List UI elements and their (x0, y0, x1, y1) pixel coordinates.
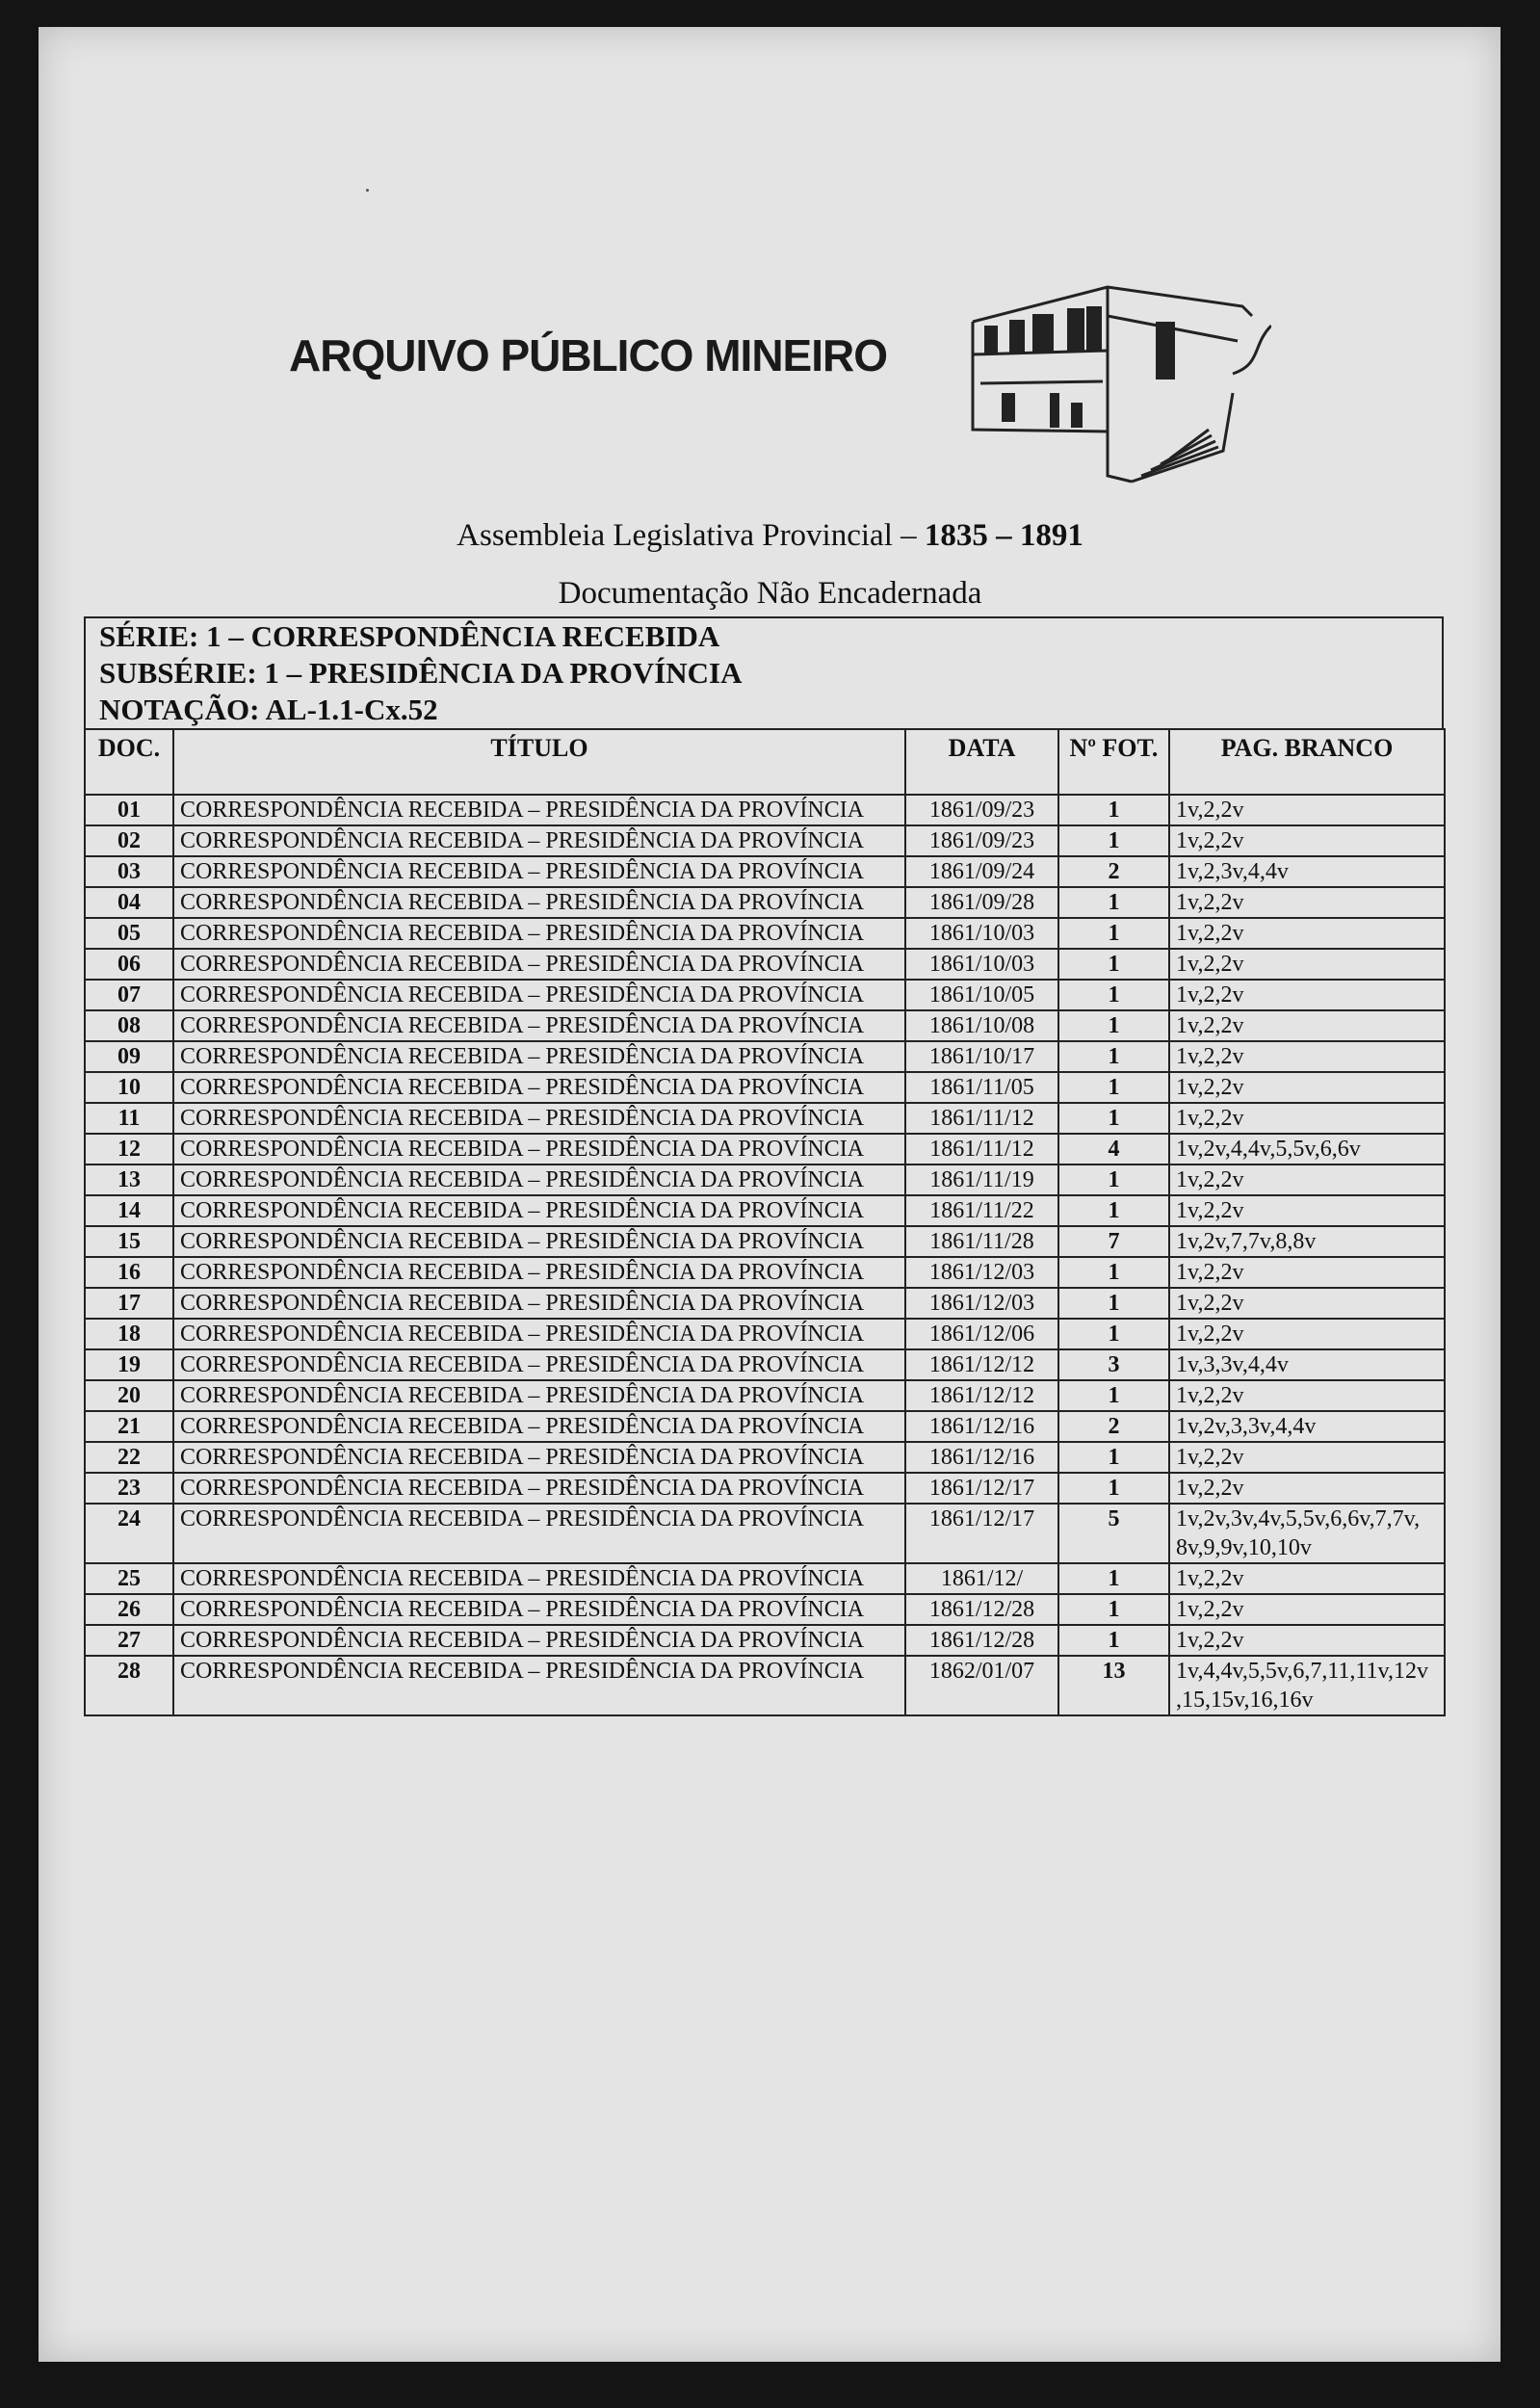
cell-fot: 1 (1058, 918, 1169, 949)
cell-fot: 1 (1058, 1010, 1169, 1041)
cell-doc: 24 (85, 1504, 173, 1563)
table-row (85, 1165, 1445, 1195)
cell-data: 1861/12/06 (905, 1319, 1058, 1349)
cell-fot: 1 (1058, 980, 1169, 1010)
cell-fot: 1 (1058, 1257, 1169, 1288)
cell-fot: 1 (1058, 1473, 1169, 1504)
cell-data: 1861/11/05 (905, 1072, 1058, 1103)
table-row (85, 795, 1445, 825)
cell-data: 1861/12/28 (905, 1594, 1058, 1625)
assembly-label: Assembleia Legislativa Provincial – (457, 518, 925, 553)
cell-fot: 7 (1058, 1226, 1169, 1257)
cell-fot: 1 (1058, 1288, 1169, 1319)
cell-fot: 1 (1058, 1103, 1169, 1134)
table-row (85, 918, 1445, 949)
header-data: DATA (905, 729, 1058, 795)
cell-fot: 1 (1058, 949, 1169, 980)
cell-data: 1861/12/03 (905, 1257, 1058, 1288)
speck (366, 189, 369, 192)
cell-pag: 1v,2v,4,4v,5,5v,6,6v (1169, 1134, 1445, 1165)
cell-data: 1861/09/28 (905, 887, 1058, 918)
document-table (84, 728, 1446, 1716)
cell-data: 1861/12/03 (905, 1288, 1058, 1319)
table-row (85, 1041, 1445, 1072)
cell-pag: 1v,2,2v (1169, 1072, 1445, 1103)
cell-titulo: CORRESPONDÊNCIA RECEBIDA – PRESIDÊNCIA DA PROVÍNCIA (173, 1103, 905, 1134)
cell-data: 1861/12/17 (905, 1473, 1058, 1504)
cell-pag: 1v,4,4v,5,5v,6,7,11,11v,12v ,15,15v,16,16v (1169, 1656, 1445, 1715)
cell-pag: 1v,2,2v (1169, 1041, 1445, 1072)
cell-doc: 13 (85, 1165, 173, 1195)
cell-titulo: CORRESPONDÊNCIA RECEBIDA – PRESIDÊNCIA DA PROVÍNCIA (173, 1625, 905, 1656)
series-info-box (84, 616, 1444, 728)
cell-data: 1861/12/17 (905, 1504, 1058, 1563)
table-row (85, 1442, 1445, 1473)
cell-pag: 1v,2,2v (1169, 1319, 1445, 1349)
cell-doc: 20 (85, 1380, 173, 1411)
cell-fot: 4 (1058, 1134, 1169, 1165)
cell-fot: 2 (1058, 1411, 1169, 1442)
serie-line: SÉRIE: 1 – CORRESPONDÊNCIA RECEBIDA (99, 619, 720, 653)
table-row (85, 1563, 1445, 1594)
cell-doc: 16 (85, 1257, 173, 1288)
document-subtitle: Documentação Não Encadernada (558, 576, 982, 611)
cell-pag: 1v,2,2v (1169, 1594, 1445, 1625)
cell-fot: 1 (1058, 887, 1169, 918)
cell-fot: 1 (1058, 1442, 1169, 1473)
cell-data: 1861/12/12 (905, 1349, 1058, 1380)
assembly-line (0, 518, 1540, 554)
cell-titulo: CORRESPONDÊNCIA RECEBIDA – PRESIDÊNCIA DA PROVÍNCIA (173, 918, 905, 949)
cell-pag: 1v,2,2v (1169, 1288, 1445, 1319)
cell-titulo: CORRESPONDÊNCIA RECEBIDA – PRESIDÊNCIA DA PROVÍNCIA (173, 1165, 905, 1195)
table-row (85, 1134, 1445, 1165)
cell-pag: 1v,2v,3,3v,4,4v (1169, 1411, 1445, 1442)
cell-doc: 10 (85, 1072, 173, 1103)
cell-titulo: CORRESPONDÊNCIA RECEBIDA – PRESIDÊNCIA DA PROVÍNCIA (173, 1473, 905, 1504)
cell-doc: 08 (85, 1010, 173, 1041)
cell-fot: 5 (1058, 1504, 1169, 1563)
cell-pag: 1v,2,2v (1169, 1380, 1445, 1411)
cell-data: 1861/12/16 (905, 1442, 1058, 1473)
cell-data: 1861/12/28 (905, 1625, 1058, 1656)
cell-doc: 19 (85, 1349, 173, 1380)
cell-data: 1861/10/03 (905, 949, 1058, 980)
header-titulo: TÍTULO (173, 729, 905, 795)
cell-doc: 04 (85, 887, 173, 918)
table-row (85, 1010, 1445, 1041)
cell-pag: 1v,2,2v (1169, 1442, 1445, 1473)
cell-data: 1861/10/17 (905, 1041, 1058, 1072)
cell-titulo: CORRESPONDÊNCIA RECEBIDA – PRESIDÊNCIA DA PROVÍNCIA (173, 825, 905, 856)
cell-pag: 1v,2,3v,4,4v (1169, 856, 1445, 887)
cell-pag: 1v,2,2v (1169, 918, 1445, 949)
cell-titulo: CORRESPONDÊNCIA RECEBIDA – PRESIDÊNCIA DA PROVÍNCIA (173, 856, 905, 887)
cell-fot: 2 (1058, 856, 1169, 887)
cell-doc: 06 (85, 949, 173, 980)
cell-doc: 01 (85, 795, 173, 825)
table-row (85, 1473, 1445, 1504)
cell-titulo: CORRESPONDÊNCIA RECEBIDA – PRESIDÊNCIA DA PROVÍNCIA (173, 1072, 905, 1103)
cell-data: 1861/11/12 (905, 1103, 1058, 1134)
cell-pag: 1v,2,2v (1169, 1625, 1445, 1656)
cell-data: 1861/11/28 (905, 1226, 1058, 1257)
table-row (85, 949, 1445, 980)
cell-pag: 1v,2,2v (1169, 1563, 1445, 1594)
cell-titulo: CORRESPONDÊNCIA RECEBIDA – PRESIDÊNCIA DA PROVÍNCIA (173, 1380, 905, 1411)
cell-doc: 03 (85, 856, 173, 887)
cell-titulo: CORRESPONDÊNCIA RECEBIDA – PRESIDÊNCIA DA PROVÍNCIA (173, 1134, 905, 1165)
cell-doc: 12 (85, 1134, 173, 1165)
cell-doc: 11 (85, 1103, 173, 1134)
table-row (85, 1257, 1445, 1288)
cell-data: 1861/11/19 (905, 1165, 1058, 1195)
cell-doc: 23 (85, 1473, 173, 1504)
cell-pag: 1v,2,2v (1169, 825, 1445, 856)
table-row (85, 1349, 1445, 1380)
table-row (85, 887, 1445, 918)
header-pag: PAG. BRANCO (1169, 729, 1445, 795)
notacao-line: NOTAÇÃO: AL-1.1-Cx.52 (99, 693, 438, 726)
cell-fot: 1 (1058, 1594, 1169, 1625)
cell-data: 1861/10/08 (905, 1010, 1058, 1041)
cell-fot: 1 (1058, 1072, 1169, 1103)
table-row (85, 1380, 1445, 1411)
cell-titulo: CORRESPONDÊNCIA RECEBIDA – PRESIDÊNCIA DA PROVÍNCIA (173, 1288, 905, 1319)
cell-data: 1861/09/23 (905, 795, 1058, 825)
cell-fot: 1 (1058, 1195, 1169, 1226)
cell-fot: 13 (1058, 1656, 1169, 1715)
cell-data: 1861/12/ (905, 1563, 1058, 1594)
cell-fot: 1 (1058, 1380, 1169, 1411)
table-row (85, 1656, 1445, 1715)
cell-titulo: CORRESPONDÊNCIA RECEBIDA – PRESIDÊNCIA DA PROVÍNCIA (173, 1594, 905, 1625)
cell-titulo: CORRESPONDÊNCIA RECEBIDA – PRESIDÊNCIA DA PROVÍNCIA (173, 1319, 905, 1349)
cell-pag: 1v,2,2v (1169, 1103, 1445, 1134)
table-row (85, 1319, 1445, 1349)
cell-fot: 1 (1058, 1563, 1169, 1594)
table-row (85, 980, 1445, 1010)
table-row (85, 1594, 1445, 1625)
cell-pag: 1v,2,2v (1169, 1257, 1445, 1288)
cell-fot: 1 (1058, 1165, 1169, 1195)
cell-data: 1862/01/07 (905, 1656, 1058, 1715)
header-doc: DOC. (85, 729, 173, 795)
header-fot: Nº FOT. (1058, 729, 1169, 795)
table-row (85, 1195, 1445, 1226)
cell-pag: 1v,2v,7,7v,8,8v (1169, 1226, 1445, 1257)
cell-doc: 27 (85, 1625, 173, 1656)
cell-doc: 02 (85, 825, 173, 856)
cell-data: 1861/09/23 (905, 825, 1058, 856)
cell-pag: 1v,3,3v,4,4v (1169, 1349, 1445, 1380)
cell-titulo: CORRESPONDÊNCIA RECEBIDA – PRESIDÊNCIA DA PROVÍNCIA (173, 1195, 905, 1226)
table-row (85, 825, 1445, 856)
cell-doc: 14 (85, 1195, 173, 1226)
table-row (85, 1411, 1445, 1442)
assembly-years: 1835 – 1891 (924, 518, 1083, 553)
institution-title: ARQUIVO PÚBLICO MINEIRO (289, 330, 888, 380)
cell-pag: 1v,2,2v (1169, 1473, 1445, 1504)
table-row (85, 1072, 1445, 1103)
cell-fot: 3 (1058, 1349, 1169, 1380)
cell-pag: 1v,2,2v (1169, 887, 1445, 918)
cell-titulo: CORRESPONDÊNCIA RECEBIDA – PRESIDÊNCIA DA PROVÍNCIA (173, 980, 905, 1010)
cell-fot: 1 (1058, 1625, 1169, 1656)
cell-fot: 1 (1058, 825, 1169, 856)
table-row (85, 1103, 1445, 1134)
cell-data: 1861/12/16 (905, 1411, 1058, 1442)
cell-doc: 25 (85, 1563, 173, 1594)
cell-data: 1861/11/12 (905, 1134, 1058, 1165)
building-illustration-icon (963, 258, 1271, 485)
cell-titulo: CORRESPONDÊNCIA RECEBIDA – PRESIDÊNCIA DA PROVÍNCIA (173, 887, 905, 918)
cell-doc: 15 (85, 1226, 173, 1257)
cell-doc: 07 (85, 980, 173, 1010)
cell-titulo: CORRESPONDÊNCIA RECEBIDA – PRESIDÊNCIA DA PROVÍNCIA (173, 1041, 905, 1072)
cell-data: 1861/10/05 (905, 980, 1058, 1010)
cell-pag: 1v,2,2v (1169, 980, 1445, 1010)
cell-doc: 17 (85, 1288, 173, 1319)
cell-titulo: CORRESPONDÊNCIA RECEBIDA – PRESIDÊNCIA DA PROVÍNCIA (173, 1656, 905, 1715)
cell-data: 1861/12/12 (905, 1380, 1058, 1411)
cell-data: 1861/09/24 (905, 856, 1058, 887)
cell-data: 1861/11/22 (905, 1195, 1058, 1226)
cell-pag: 1v,2,2v (1169, 1195, 1445, 1226)
cell-pag: 1v,2v,3v,4v,5,5v,6,6v,7,7v, 8v,9,9v,10,10v (1169, 1504, 1445, 1563)
cell-doc: 28 (85, 1656, 173, 1715)
cell-fot: 1 (1058, 795, 1169, 825)
cell-doc: 09 (85, 1041, 173, 1072)
table-row (85, 1504, 1445, 1563)
table-row (85, 1625, 1445, 1656)
cell-doc: 21 (85, 1411, 173, 1442)
cell-doc: 26 (85, 1594, 173, 1625)
cell-titulo: CORRESPONDÊNCIA RECEBIDA – PRESIDÊNCIA DA PROVÍNCIA (173, 1257, 905, 1288)
cell-doc: 18 (85, 1319, 173, 1349)
cell-pag: 1v,2,2v (1169, 795, 1445, 825)
cell-titulo: CORRESPONDÊNCIA RECEBIDA – PRESIDÊNCIA DA PROVÍNCIA (173, 1226, 905, 1257)
cell-titulo: CORRESPONDÊNCIA RECEBIDA – PRESIDÊNCIA DA PROVÍNCIA (173, 1349, 905, 1380)
cell-fot: 1 (1058, 1319, 1169, 1349)
cell-pag: 1v,2,2v (1169, 1165, 1445, 1195)
cell-titulo: CORRESPONDÊNCIA RECEBIDA – PRESIDÊNCIA DA PROVÍNCIA (173, 1010, 905, 1041)
table-row (85, 1288, 1445, 1319)
cell-pag: 1v,2,2v (1169, 1010, 1445, 1041)
cell-titulo: CORRESPONDÊNCIA RECEBIDA – PRESIDÊNCIA DA PROVÍNCIA (173, 949, 905, 980)
cell-pag: 1v,2,2v (1169, 949, 1445, 980)
cell-titulo: CORRESPONDÊNCIA RECEBIDA – PRESIDÊNCIA DA PROVÍNCIA (173, 1504, 905, 1563)
table-header-row (85, 729, 1445, 795)
cell-fot: 1 (1058, 1041, 1169, 1072)
subserie-line: SUBSÉRIE: 1 – PRESIDÊNCIA DA PROVÍNCIA (99, 656, 743, 690)
cell-titulo: CORRESPONDÊNCIA RECEBIDA – PRESIDÊNCIA DA PROVÍNCIA (173, 795, 905, 825)
cell-doc: 22 (85, 1442, 173, 1473)
cell-titulo: CORRESPONDÊNCIA RECEBIDA – PRESIDÊNCIA DA PROVÍNCIA (173, 1442, 905, 1473)
table-row (85, 1226, 1445, 1257)
cell-titulo: CORRESPONDÊNCIA RECEBIDA – PRESIDÊNCIA DA PROVÍNCIA (173, 1411, 905, 1442)
cell-titulo: CORRESPONDÊNCIA RECEBIDA – PRESIDÊNCIA DA PROVÍNCIA (173, 1563, 905, 1594)
cell-data: 1861/10/03 (905, 918, 1058, 949)
table-row (85, 856, 1445, 887)
cell-doc: 05 (85, 918, 173, 949)
